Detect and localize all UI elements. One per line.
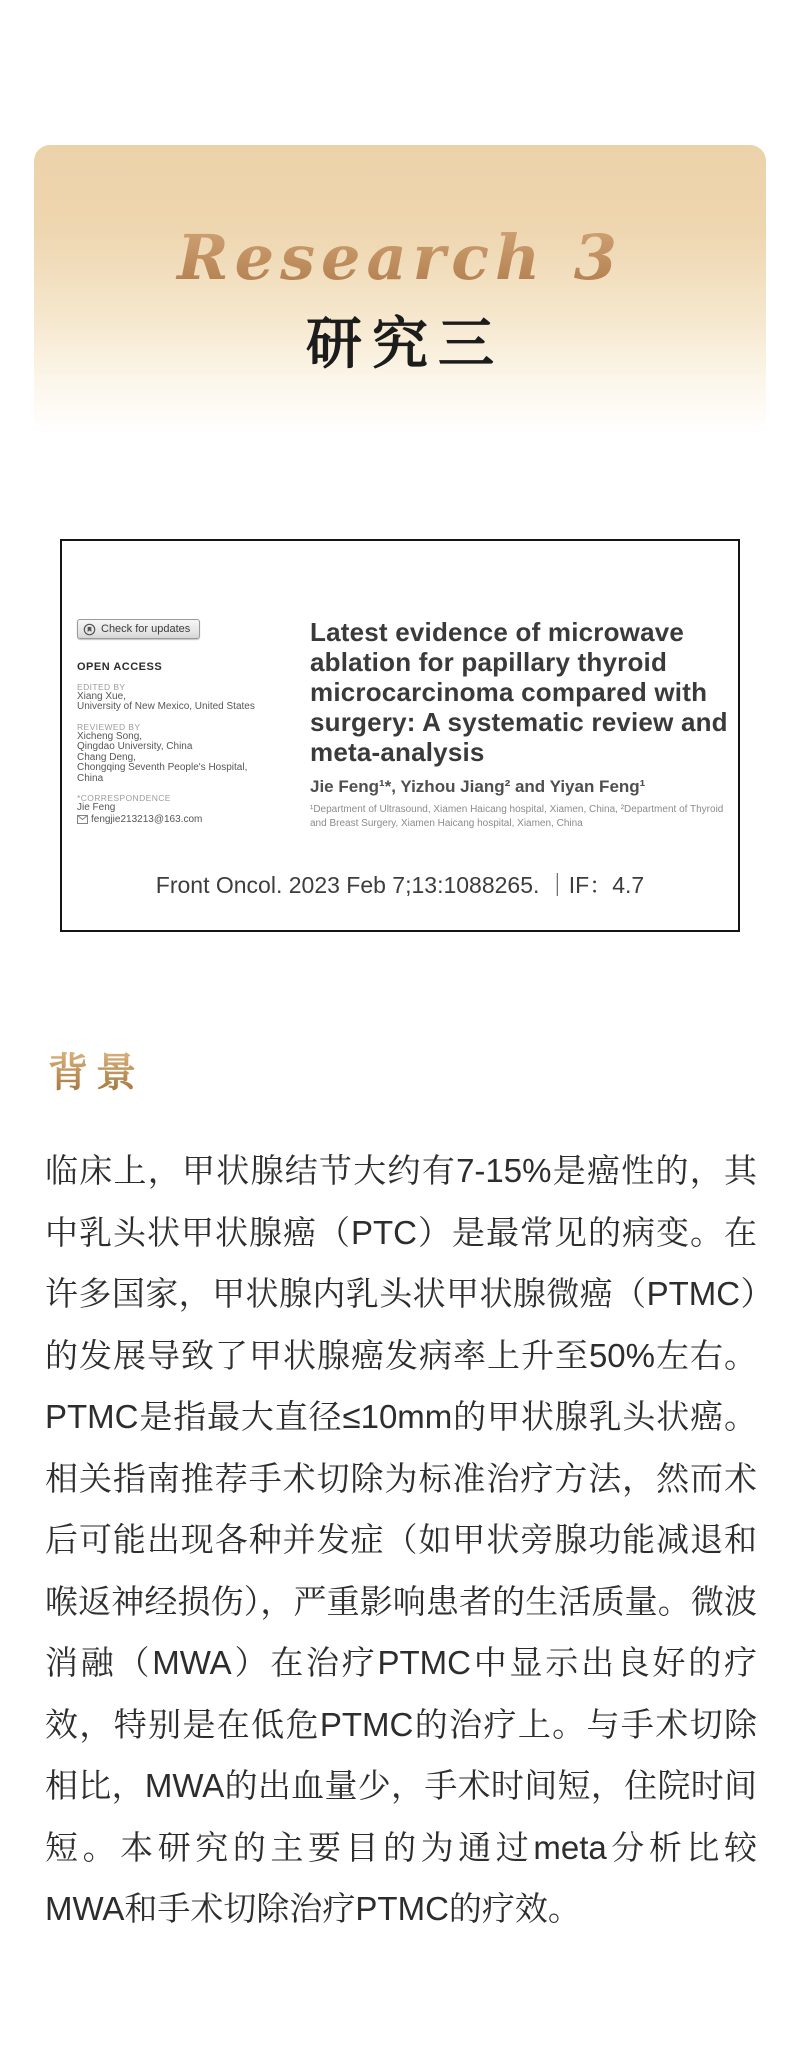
paper-screenshot-card — [60, 539, 740, 932]
correspondent-name: Jie Feng — [77, 802, 116, 813]
paper-title-column — [310, 617, 734, 831]
paper-authors: Jie Feng¹*, Yizhou Jiang² and Yiyan Feng¹ — [310, 777, 646, 796]
journal-citation: Front Oncol. 2023 Feb 7;13:1088265. ｜IF：4.7 — [155, 872, 645, 898]
reviewer-line: Chang Deng, — [77, 751, 136, 763]
paper-affiliations: ¹Department of Ultrasound, Xiamen Haicang hospital, Xiamen, China, ²Department of Thyroid and Breast Surgery, Xiamen Haicang hospital, Xiamen, China — [310, 804, 724, 829]
section-label-english: Research 3 — [34, 223, 766, 293]
check-for-updates-button[interactable] — [77, 619, 200, 639]
correspondence-email[interactable] — [77, 814, 307, 825]
reviewer-line: Qingdao University, China — [77, 741, 193, 752]
envelope-icon — [77, 815, 88, 824]
section-label-chinese: 研究三 — [306, 311, 504, 377]
edited-by-label: EDITED BY — [77, 681, 126, 692]
correspondence-label: *CORRESPONDENCE — [77, 793, 171, 803]
reviewer-line: Chongqing Seventh People's Hospital, — [77, 762, 248, 773]
crossmark-icon — [83, 623, 96, 636]
check-for-updates-label: Check for updates — [101, 623, 191, 635]
open-access-label: OPEN ACCESS — [77, 660, 163, 673]
reviewer-line: Xicheng Song, — [77, 730, 143, 742]
background-paragraph: 临床上，甲状腺结节大约有7-15%是癌性的，其中乳头状甲状腺癌（PTC）是最常见的病变。在许多国家，甲状腺内乳头状甲状腺微癌（PTMC）的发展导致了甲状腺癌发病率上升至50%左右。PTMC是指最大直径≤10mm的甲状腺乳头状癌。相关指南推荐手术切除为标准治疗方法，然而术后可能出现各种并发症（如甲状旁腺功能减退和喉返神经损伤），严重影响患者的生活质量。微波消融（MWA）在治疗PTMC中显示出良好的疗效，特别是在低危PTMC的治疗上。与手术切除相比，MWA的出血量少，手术时间短，住院时间短。本研究的主要目的为通过meta分析比较MWA和手术切除治疗PTMC的疗效。 — [45, 1152, 757, 1927]
reviewer-line: China — [77, 772, 104, 784]
paper-meta-column — [77, 619, 307, 825]
editor-affiliation: University of New Mexico, United States — [77, 701, 255, 712]
section-header-card — [34, 145, 766, 433]
paper-title: Latest evidence of microwave ablation for papillary thyroid microcarcinoma compared with surgery: A systematic review and meta-analysis — [310, 617, 728, 767]
email-address: fengjie213213@163.com — [91, 813, 203, 825]
reviewed-by-label: REVIEWED BY — [77, 721, 141, 732]
background-section-heading: 背景 — [48, 1049, 144, 1096]
editor-name: Xiang Xue, — [77, 690, 126, 702]
